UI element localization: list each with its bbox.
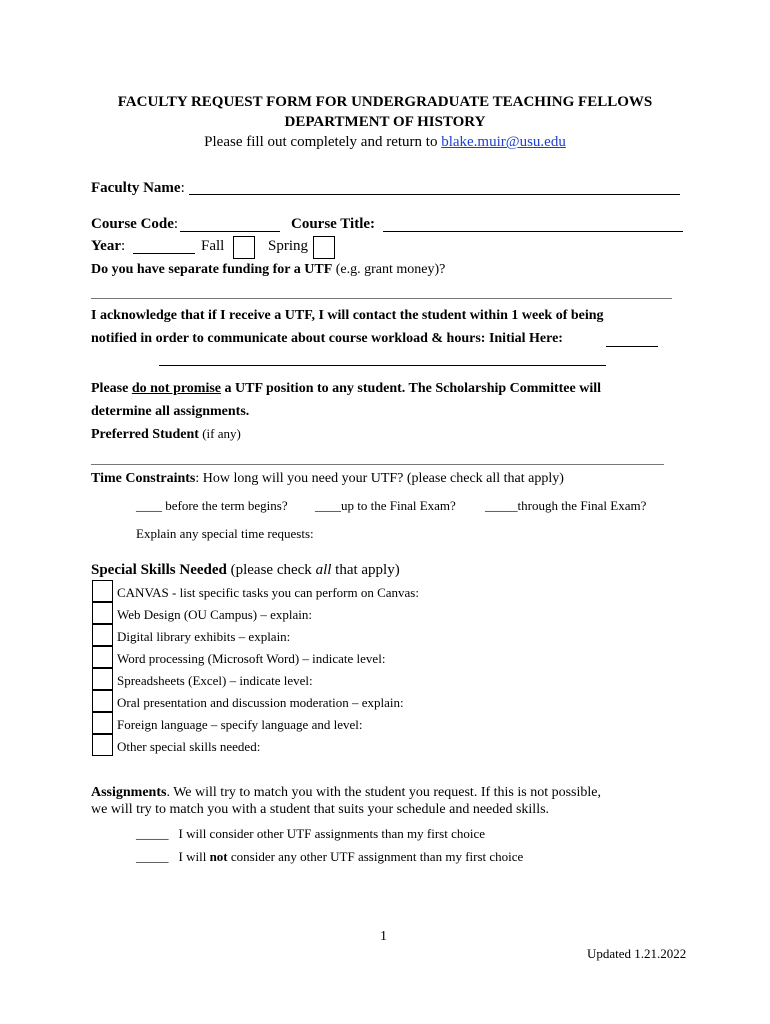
instructions [0,134,770,151]
funding-question: Do you have separate funding for a UTF (e.g. grant money)? [91,262,446,277]
spring-label: Spring [268,238,309,254]
skill-label-digital-library: Digital library exhibits – explain: [117,629,291,644]
year-label: Year: [91,238,126,254]
page-number: 1 [380,929,387,944]
preferred-student-label: Preferred Student (if any) [91,426,241,442]
year-field[interactable] [133,253,195,254]
time-constraints-question: Time Constraints: How long will you need your UTF? (please check all that apply) [91,471,564,486]
skill-label-spreadsheets: Spreadsheets (Excel) – indicate level: [117,673,313,688]
updated-date: Updated 1.21.2022 [587,946,687,961]
form-title: FACULTY REQUEST FORM FOR UNDERGRADUATE TEACHING FELLOWS [117,94,653,110]
fall-label: Fall [201,238,225,254]
time-option-before-term[interactable]: ____ before the term begins? [136,498,288,513]
time-option-through-final[interactable]: _____through the Final Exam? [485,498,647,513]
skill-label-other: Other special skills needed: [117,739,261,754]
acknowledgement-line-2: notified in order to communicate about course workload & hours: Initial Here: [91,331,563,346]
instructions-text: Please fill out completely and return to [204,134,442,150]
skill-checkbox-oral-presentation[interactable] [92,690,113,712]
skill-label-foreign-language: Foreign language – specify language and level: [117,717,363,732]
skill-label-word-processing: Word processing (Microsoft Word) – indicate level: [117,651,386,666]
course-code-label: Course Code: [91,216,179,232]
course-code-field[interactable] [180,231,280,232]
promise-line-1: Please do not promise a UTF position to any student. The Scholarship Committee will [91,381,602,396]
special-skills-heading: Special Skills Needed (please check all that apply) [91,562,400,578]
initial-field[interactable] [606,346,658,347]
skill-checkbox-word-processing[interactable] [92,646,113,668]
assignment-option-first-choice-only[interactable]: _____ I will not consider any other UTF assignment than my first choice [136,849,524,864]
assignments-line-2: we will try to match you with a student that suits your schedule and needed skills. [91,802,550,817]
skill-label-oral-presentation: Oral presentation and discussion moderation – explain: [117,695,404,710]
email-link[interactable]: blake.muir@usu.edu [441,134,566,150]
course-title-label: Course Title: [291,216,376,232]
assignment-option-consider-others[interactable]: _____ I will consider other UTF assignments than my first choice [136,826,486,841]
skill-label-web-design: Web Design (OU Campus) – explain: [117,607,312,622]
promise-line-2: determine all assignments. [91,404,250,419]
preferred-student-field[interactable] [91,464,664,465]
skill-label-canvas: CANVAS - list specific tasks you can perform on Canvas: [117,585,419,600]
faculty-name-field[interactable] [189,194,680,195]
skill-checkbox-digital-library[interactable] [92,624,113,646]
initial-continuation-line [159,365,606,366]
funding-answer-field[interactable] [91,298,672,299]
assignments-line-1: Assignments. We will try to match you with the student you request. If this is not possible, [91,785,601,800]
acknowledgement-line-1: I acknowledge that if I receive a UTF, I will contact the student within 1 week of being [91,308,604,323]
skill-checkbox-foreign-language[interactable] [92,712,113,734]
faculty-name-label: Faculty Name: [91,180,185,196]
skill-checkbox-other[interactable] [92,734,113,756]
skill-checkbox-spreadsheets[interactable] [92,668,113,690]
course-title-field[interactable] [383,231,683,232]
time-option-up-to-final[interactable]: ____up to the Final Exam? [315,498,456,513]
department-title: DEPARTMENT OF HISTORY [284,114,486,130]
time-explain-label: Explain any special time requests: [136,526,314,541]
skill-checkbox-canvas[interactable] [92,580,113,602]
spring-checkbox[interactable] [313,236,335,259]
skill-checkbox-web-design[interactable] [92,602,113,624]
fall-checkbox[interactable] [233,236,255,259]
